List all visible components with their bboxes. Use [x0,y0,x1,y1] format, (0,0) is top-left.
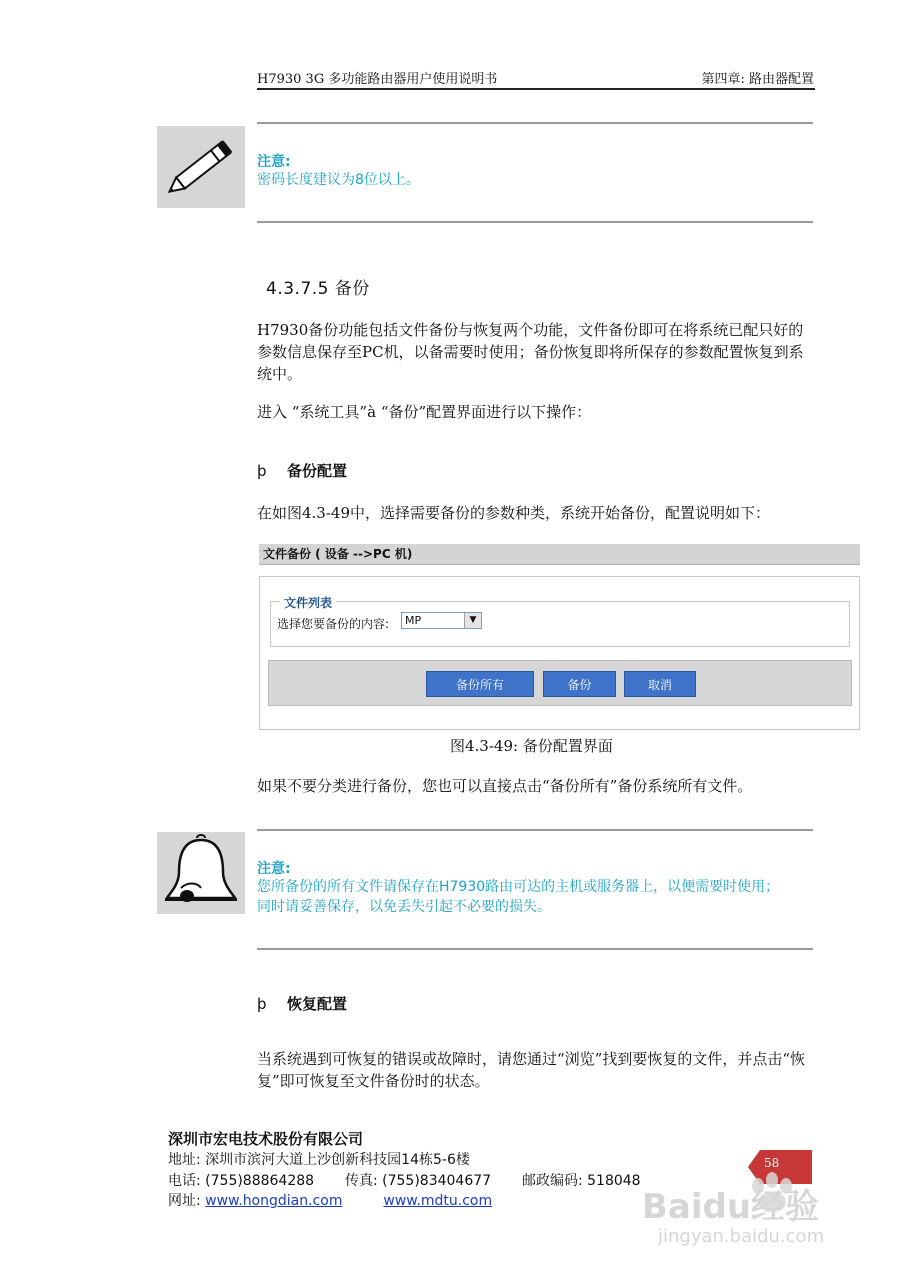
note2-title: 注意: [257,861,291,877]
note1-bottom-rule [257,221,813,223]
watermark-brand: Baidu经验 [642,1187,820,1227]
pencil-icon [157,126,245,208]
file-list-legend: 文件列表 [280,594,336,611]
footer-web-label: 网址: [168,1193,206,1209]
figure-caption: 图4.3-49: 备份配置界面 [450,737,613,755]
bullet-restore [257,993,347,1014]
baidu-watermark [640,1168,850,1246]
header-chapter: 第四章: 路由器配置 [701,72,814,87]
backup-content-label: 选择您要备份的内容: [277,617,390,631]
hongdian-link[interactable]: www.hongdian.com [205,1193,343,1209]
note1-top-rule [257,122,813,124]
enter-paragraph: 进入 “系统工具”à “备份”配置界面进行以下操作： [257,403,592,421]
dropdown-arrow-icon[interactable]: ▼ [464,613,481,628]
footer-phone: 电话: (755)88864288 [168,1173,315,1189]
header-doc-title: H7930 3G 多功能路由器用户使用说明书 [257,72,498,87]
footer-fax: 传真: (755)83404677 [344,1173,492,1189]
footer-contact [168,1170,641,1190]
restore-paragraph: 当系统遇到可恢复的错误或故障时，请您通过“浏览”找到要恢复的文件，并点击“恢复”即可恢复至文件备份时的状态。 [257,1050,806,1090]
cancel-button[interactable]: 取消 [624,671,696,697]
watermark-url: jingyan.baidu.com [658,1226,825,1246]
button-bar [268,660,852,706]
panel-body [259,576,860,730]
bullet-backup [257,460,347,481]
note2-line2: 同时请妥善保存，以免丢失引起不必要的损失。 [257,899,551,915]
bullet-backup-label: 备份配置 [287,462,348,480]
footer-postcode: 邮政编码: 518048 [521,1173,641,1189]
backup-content-select[interactable] [401,612,482,629]
note2-top-rule [257,829,813,831]
mdtu-link[interactable]: www.mdtu.com [383,1193,493,1209]
backup-button[interactable]: 备份 [543,671,616,697]
note2-bottom-rule [257,948,813,950]
checkbox-bullet-icon: þ [257,995,267,1013]
note1-text: 密码长度建议为8位以上。 [257,172,420,188]
backup-all-button[interactable]: 备份所有 [426,671,534,697]
checkbox-bullet-icon: þ [257,462,267,480]
bell-icon [157,832,245,914]
intro-paragraph: H7930备份功能包括文件备份与恢复两个功能，文件备份即可在将系统已配只好的参数信息保存至PC机，以备需要时使用；备份恢复即将所保存的参数配置恢复到系统中。 [257,321,804,383]
backup-content-value: MP [405,614,422,627]
page-number: 58 [764,1156,780,1170]
after-figure-paragraph: 如果不要分类进行备份，您也可以直接点击“备份所有”备份系统所有文件。 [257,777,753,795]
note2-line1: 您所备份的所有文件请保存在H7930路由可达的主机或服务器上，以便需要时使用； [257,879,780,895]
backup-config-panel [259,544,861,730]
fig-intro-paragraph: 在如图4.3-49中，选择需要备份的参数种类，系统开始备份，配置说明如下： [257,504,771,522]
footer-address: 地址: 深圳市滨河大道上沙创新科技园14栋5-6楼 [168,1152,470,1168]
bullet-restore-label: 恢复配置 [287,995,348,1013]
section-title: 4.3.7.5 备份 [266,279,370,299]
footer-web [168,1190,492,1210]
header-rule [257,88,815,90]
footer-company: 深圳市宏电技术股份有限公司 [168,1130,364,1148]
note1-title: 注意: [257,154,291,170]
panel-title: 文件备份 ( 设备 -->PC 机) [259,544,860,565]
